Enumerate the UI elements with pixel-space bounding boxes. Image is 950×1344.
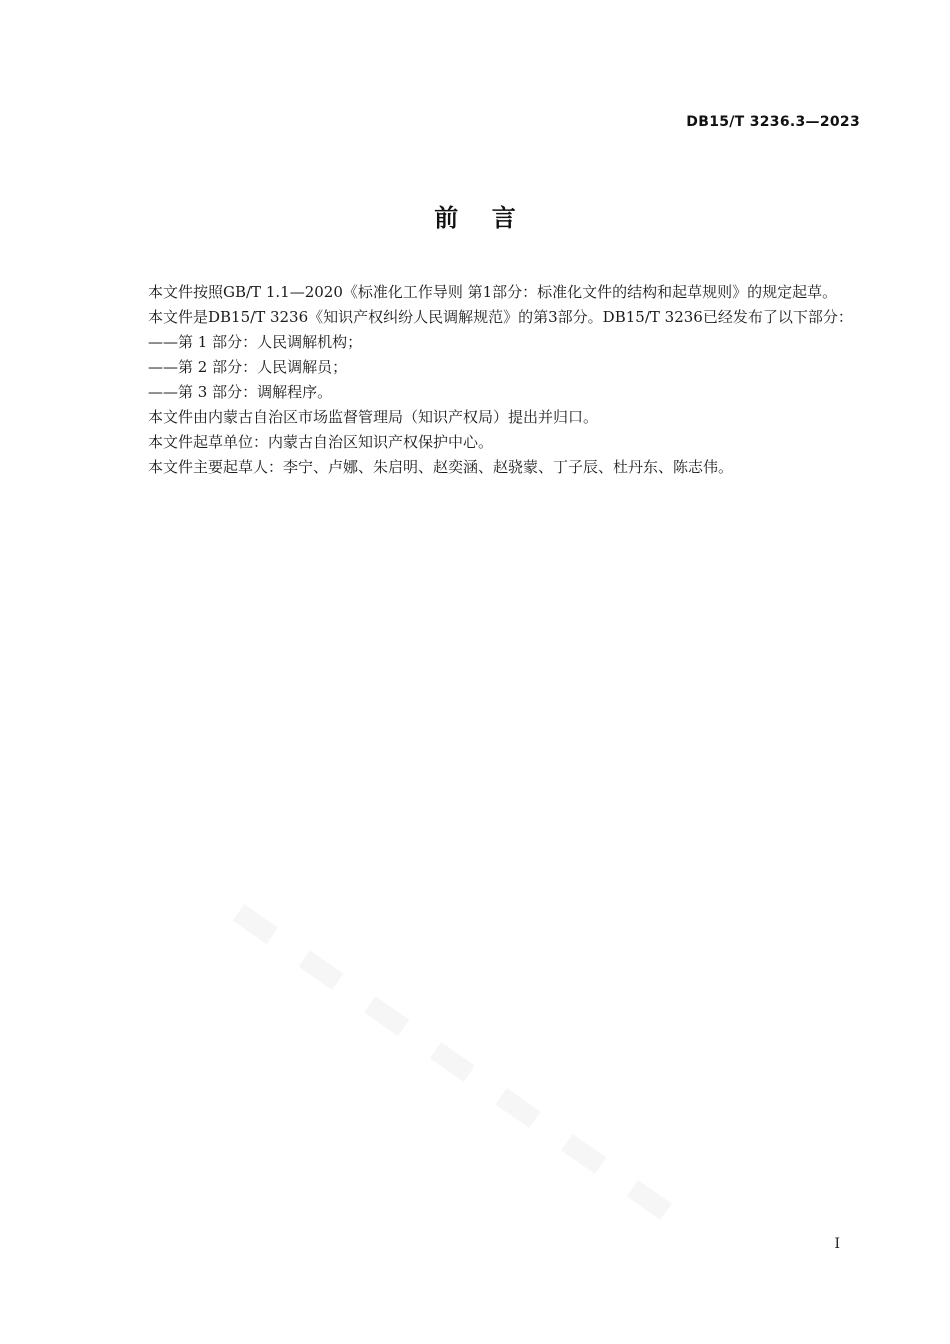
watermark	[219, 880, 714, 1253]
list-item-part-3: ——第 3 部分：调解程序。	[148, 383, 333, 401]
document-code: DB15/T 3236.3—2023	[686, 114, 860, 130]
paragraph-series-info: 本文件是DB15/T 3236《知识产权纠纷人民调解规范》的第3部分。DB15/T 3236已经发布了以下部分：	[148, 308, 853, 326]
list-item-part-2: ——第 2 部分：人民调解员；	[148, 358, 348, 376]
paragraph-drafters: 本文件主要起草人：李宁、卢娜、朱启明、赵奕涵、赵骁蒙、丁子辰、杜丹东、陈志伟。	[148, 458, 734, 476]
preface-body	[114, 280, 860, 480]
page-number: I	[834, 1236, 840, 1252]
paragraph-proposer: 本文件由内蒙古自治区市场监督管理局（知识产权局）提出并归口。	[148, 408, 599, 426]
paragraph-drafting-basis: 本文件按照GB/T 1.1—2020《标准化工作导则 第1部分：标准化文件的结构和起草规则》的规定起草。	[148, 283, 838, 301]
list-item-part-1: ——第 1 部分：人民调解机构；	[148, 333, 363, 351]
title-text: 前 言	[434, 204, 516, 232]
page-title	[0, 198, 950, 233]
paragraph-drafting-unit: 本文件起草单位：内蒙古自治区知识产权保护中心。	[148, 433, 494, 451]
